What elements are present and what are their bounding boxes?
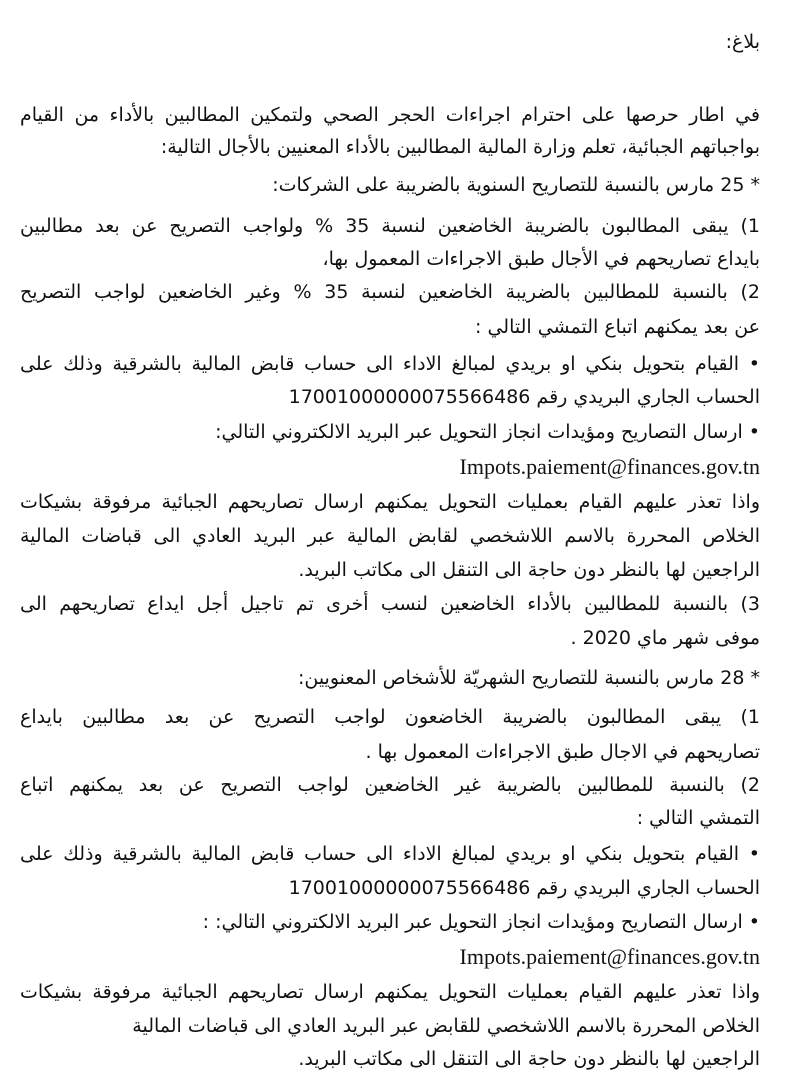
section1-item1-line1: 1) يبقى المطالبون بالضريبة الخاضعين لنسبة 35 % ولواجب التصريح عن بعد مطالبين bbox=[20, 215, 760, 237]
intro-line-1: في اطار حرصها على احترام اجراءات الحجر الصحي ولتمكين المطالبين بالأداء من القيام bbox=[20, 104, 760, 126]
section2-fallback-line3: الراجعين لها بالنظر دون حاجة الى التنقل الى مكاتب البريد. bbox=[298, 1048, 760, 1070]
section2-item2-line1: 2) بالنسبة للمطالبين بالضريبة غير الخاضعين لواجب التصريح عن بعد يمكنهم اتباع bbox=[20, 774, 760, 796]
section2-item1-line2: تصاريحهم في الاجال طبق الاجراءات المعمول بها . bbox=[365, 741, 760, 763]
section2-item2-line2: التمشي التالي : bbox=[636, 807, 760, 829]
section2-heading: * 28 مارس بالنسبة للتصاريح الشهريّة للأشخاص المعنويين: bbox=[297, 667, 760, 689]
section2-bullet1-line1: • القيام بتحويل بنكي او بريدي لمبالغ الاداء الى حساب قابض المالية بالشرقية وذلك على bbox=[20, 843, 760, 865]
intro-line-2: بواجباتهم الجبائية، تعلم وزارة المالية المطالبين بالأداء المعنيين بالأجال التالية: bbox=[160, 136, 760, 158]
section1-account-number: الحساب الجاري البريدي رقم 17001000000075566486 bbox=[288, 386, 760, 408]
section2-bullet2: • ارسال التصاريح ومؤيدات انجاز التحويل عبر البريد الالكتروني التالي: : bbox=[202, 911, 760, 933]
section1-heading: * 25 مارس بالنسبة للتصاريح السنوية بالضريبة على الشركات: bbox=[272, 174, 760, 196]
section1-item3-line2: موفى شهر ماي 2020 . bbox=[570, 627, 760, 649]
document-title: بلاغ: bbox=[725, 31, 760, 53]
section1-item2-line2: عن بعد يمكنهم اتباع التمشي التالي : bbox=[475, 316, 760, 338]
section1-item3-line1: 3) بالنسبة للمطالبين بالأداء الخاضعين لنسب أخرى تم تاجيل أجل ايداع تصاريحهم الى bbox=[20, 593, 760, 615]
section1-email-link[interactable]: Impots.paiement@finances.gov.tn bbox=[459, 454, 760, 479]
section2-email-link[interactable]: Impots.paiement@finances.gov.tn bbox=[459, 944, 760, 969]
section1-item2-line1: 2) بالنسبة للمطالبين بالضريبة الخاضعين لنسبة 35 % وغير الخاضعين لواجب التصريح bbox=[20, 281, 760, 303]
section1-fallback-line1: واذا تعذر عليهم القيام بعمليات التحويل يمكنهم ارسال تصاريحهم الجبائية مرفوقة بشيكات bbox=[20, 491, 760, 513]
section1-fallback-line2: الخلاص المحررة بالاسم اللاشخصي لقابض المالية عبر البريد العادي الى قباضات المالية bbox=[20, 525, 760, 547]
section2-item1-line1: 1) يبقى المطالبون بالضريبة الخاضعون لواجب التصريح عن بعد مطالبين بايداع bbox=[20, 706, 760, 728]
section2-fallback-line2: الخلاص المحررة بالاسم اللاشخصي للقابض عبر البريد العادي الى قباضات المالية bbox=[132, 1015, 760, 1037]
section1-bullet2: • ارسال التصاريح ومؤيدات انجاز التحويل عبر البريد الالكتروني التالي: bbox=[215, 421, 760, 443]
section1-bullet1-line1: • القيام بتحويل بنكي او بريدي لمبالغ الاداء الى حساب قابض المالية بالشرقية وذلك على bbox=[20, 353, 760, 375]
section2-account-number: الحساب الجاري البريدي رقم 17001000000075566486 bbox=[288, 877, 760, 899]
section2-fallback-line1: واذا تعذر عليهم القيام بعمليات التحويل يمكنهم ارسال تصاريحهم الجبائية مرفوقة بشيكات bbox=[20, 981, 760, 1003]
section1-fallback-line3: الراجعين لها بالنظر دون حاجة الى التنقل الى مكاتب البريد. bbox=[298, 559, 760, 581]
section1-item1-line2: بايداع تصاريحهم في الأجال طبق الاجراءات المعمول بها، bbox=[322, 248, 760, 270]
